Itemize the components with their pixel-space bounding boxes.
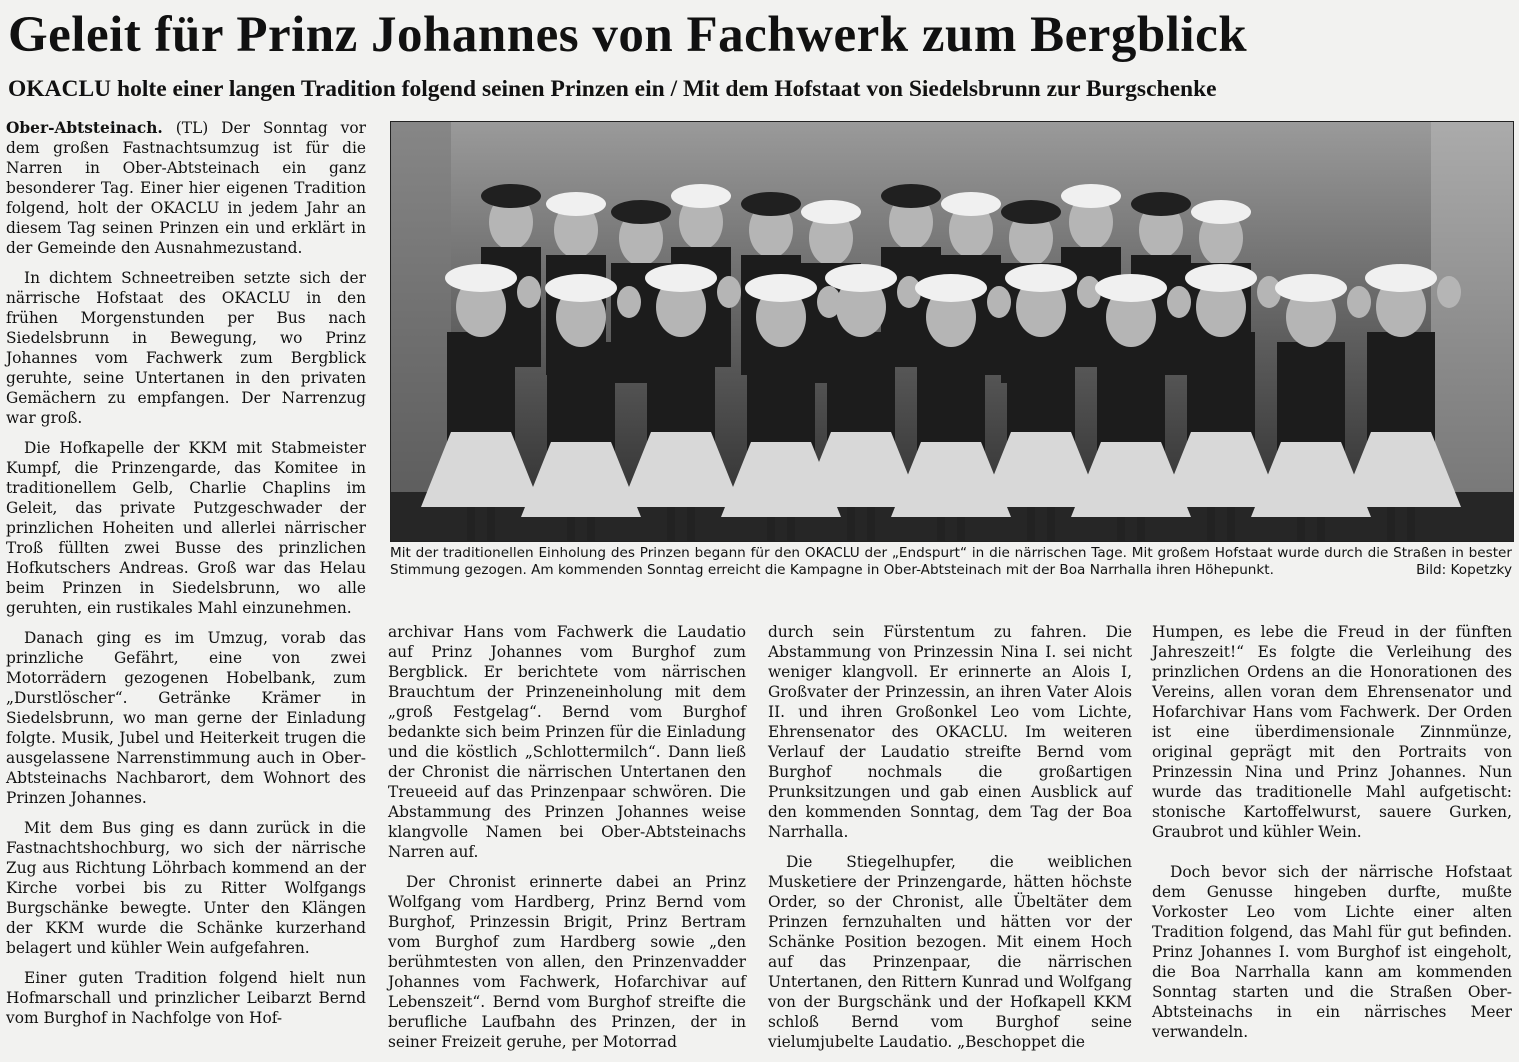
group-photo <box>390 121 1514 542</box>
paragraph: (TL) Der Sonntag vor dem großen Fastnachtsumzug ist für die Narren in Ober-Abtsteinach ein ganz besonderer Tag. Einer hier eigenen Tradition folgend, holt der OKACLU in jedem Jahr an diesem Tag seinen Prinzen ein und erklärt in der Gemeinde den Ausnahmezustand. <box>6 119 366 257</box>
article-column-4 <box>1152 622 1512 1052</box>
headline: Geleit für Prinz Johannes von Fachwerk zum Bergblick <box>8 7 1248 63</box>
subheadline: OKACLU holte einer langen Tradition folgend seinen Prinzen ein / Mit dem Hofstaat von Siedelsbrunn zur Burgschenke <box>8 76 1217 102</box>
paragraph: Mit dem Bus ging es dann zurück in die Fastnachtshochburg, wo sich der närrische Zug aus Richtung Löhrbach kommend an der Kirche vorbei bis zu Ritter Wolfgangs Burgschänke bewegte. Unter den Klängen der KKM wurde die Schänke kurzerhand belagert und kühler Wein aufgefahren. <box>6 819 366 957</box>
article-column-1 <box>6 118 366 1038</box>
group-photo-icon <box>391 122 1513 541</box>
paragraph: Die Stiegelhupfer, die weiblichen Musketiere der Prinzengarde, hätten höchste Order, so der Chronist, alle Übeltäter dem Prinzen fernzuhalten und hätten vor der Schänke Position bezogen. Mit einem Hoch auf das Prinzenpaar, die närrischen Untertanen, den Rittern Kunrad und Wolfgang von der Burgschänk und der Hofkapell KKM schloß Bernd vom Burghof seine vielumjubelte Laudatio. „Beschoppet die <box>768 853 1132 1051</box>
photo-credit: Bild: Kopetzky <box>1416 562 1512 578</box>
paragraph: In dichtem Schneetreiben setzte sich der närrische Hofstaat des OKACLU in den frühen Morgenstunden per Bus nach Siedelsbrunn in Bewegung, wo Prinz Johannes vom Fachwerk zum Bergblick geruhte, seine Untertanen in den privaten Gemächern zu empfangen. Der Narrenzug war groß. <box>6 269 366 427</box>
photo-caption <box>390 545 1512 579</box>
paragraph: Der Chronist erinnerte dabei an Prinz Wolfgang vom Hardberg, Prinz Bernd vom Burghof, Prinzessin Brigit, Prinz Bertram vom Burghof zum Hardberg sowie „den berühmtesten von allen, den Prinzenvadder Johannes vom Fachwerk, Hofarchivar auf Lebenszeit“. Bernd vom Burghof streifte die berufliche Laufbahn des Prinzen, der in seiner Freizeit geruhe, per Motorrad <box>388 873 746 1051</box>
paragraph: durch sein Fürstentum zu fahren. Die Abstammung von Prinzessin Nina I. sei nicht weniger klangvoll. Er erinnerte an Alois I, Großvater der Prinzessin, an ihren Vater Alois II. und ihren Großonkel Leo vom Lichte, Ehrensenator des OKACLU. Im weiteren Verlauf der Laudatio streifte Bernd vom Burghof nochmals die großartigen Prunksitzungen und gab einen Ausblick auf den kommenden Sonntag, dem Tag der Boa Narrhalla. <box>768 623 1132 841</box>
paragraph: Danach ging es im Umzug, vorab das prinzliche Gefährt, eine von zwei Motorrädern gezogenen Hobelbank, zum „Durstlöscher“. Getränke Krämer in Siedelsbrunn, wo man gerne der Einladung folgte. Musik, Jubel und Heiterkeit trugen die ausgelassene Narrenstimmung auch in Ober-Abtsteinachs Nachbarort, dem Wohnort des Prinzen Johannes. <box>6 629 366 807</box>
article-column-3 <box>768 622 1132 1062</box>
paragraph: Doch bevor sich der närrische Hofstaat dem Genusse hingeben durfte, mußte Vorkoster Leo vom Lichte einer alten Tradition folgend, das Mahl für gut befinden. Prinz Johannes I. vom Burghof ist eingeholt, die Boa Narrhalla kann am kommenden Sonntag starten und die Straßen Ober-Abtsteinachs in ein närrisches Meer verwandeln. <box>1152 863 1512 1041</box>
article-column-2 <box>388 622 746 1062</box>
dateline: Ober-Abtsteinach. <box>6 119 163 137</box>
paragraph: Die Hofkapelle der KKM mit Stabmeister Kumpf, die Prinzengarde, das Komitee in traditionellem Gelb, Charlie Chaplins im Geleit, das private Putzgeschwader der prinzlichen Hoheiten und allerlei närrischer Troß füllten zwei Busse des prinzlichen Hofkutschers Andreas. Groß war das Helau beim Prinzen in Siedelsbrunn, wo alle geruhten, ein rustikales Mahl einzunehmen. <box>6 439 366 617</box>
caption-text: Mit der traditionellen Einholung des Prinzen begann für den OKACLU der „Endspurt“ in die närrischen Tage. Mit großem Hofstaat wurde durch die Straßen in bester Stimmung gezogen. Am kommenden Sonntag erreicht die Kampagne in Ober-Abtsteinach mit der Boa Narrhalla ihren Höhepunkt. <box>390 545 1512 578</box>
paragraph: Humpen, es lebe die Freud in der fünften Jahreszeit!“ Es folgte die Verleihung des prinzlichen Ordens an die Honorationen des Vereins, allen voran dem Ehrensenator und Hofarchivar Hans vom Fachwerk. Der Orden ist eine überdimensionale Zinnmünze, original geprägt mit den Portraits von Prinzessin Nina und Prinz Johannes. Nun wurde das traditionelle Mahl aufgetischt: stonische Kartoffelwurst, sauere Gurken, Graubrot und kühler Wein. <box>1152 623 1512 841</box>
paragraph: archivar Hans vom Fachwerk die Laudatio auf Prinz Johannes vom Burghof zum Bergblick. Er berichtete vom närrischen Brauchtum der Prinzeneinholung mit dem „groß Festgelag“. Bernd vom Burghof bedankte sich beim Prinzen für die Einladung und die köstlich „Schlottermilch“. Dann ließ der Chronist die närrischen Untertanen den Treueeid auf das Prinzenpaar schwören. Die Abstammung des Prinzen Johannes weise klangvolle Namen bei Ober-Abtsteinachs Narren auf. <box>388 623 746 861</box>
paragraph: Einer guten Tradition folgend hielt nun Hofmarschall und prinzlicher Leibarzt Bernd vom Burghof in Nachfolge von Hof- <box>6 969 366 1027</box>
